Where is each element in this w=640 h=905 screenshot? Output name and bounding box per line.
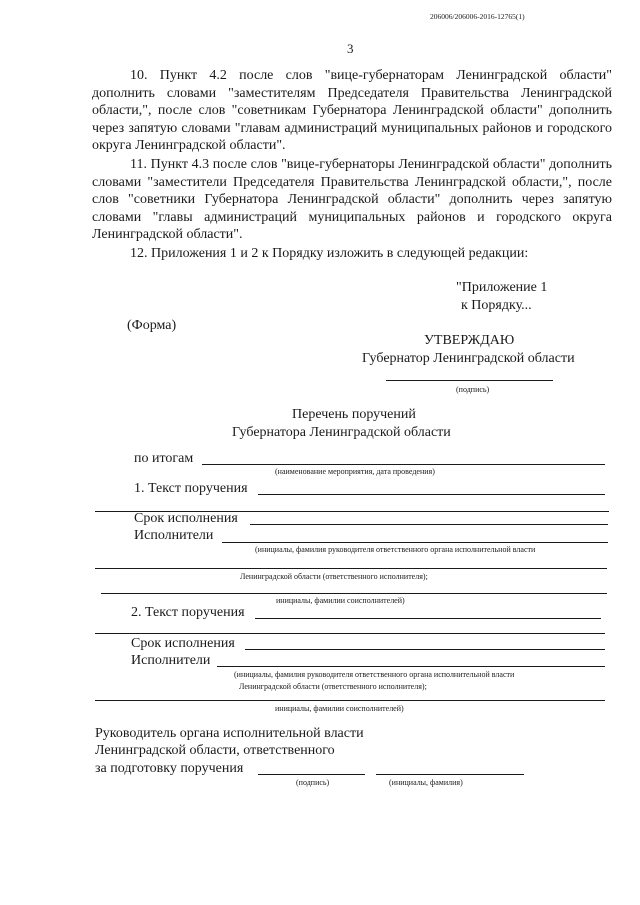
task1-text-line: [258, 494, 605, 495]
footer-name-caption: (инициалы, фамилия): [389, 778, 463, 787]
task1-deadline-line: [250, 524, 608, 525]
task1-executors-caption: (инициалы, фамилия руководителя ответственного органа исполнительной власти: [255, 545, 536, 554]
footer-line1: Руководитель органа исполнительной власти: [95, 726, 364, 741]
appendix-label: "Приложение 1: [456, 280, 548, 295]
task1-executors-line: [222, 542, 608, 543]
governor-title: Губернатор Ленинградской области: [362, 351, 575, 366]
task2-deadline-line: [245, 649, 605, 650]
document-id: 206006/206006-2016-12765(1): [430, 12, 525, 21]
task2-coexecutors-caption: инициалы, фамилии соисполнителей): [275, 704, 404, 713]
task1-text-label: 1. Текст поручения: [134, 481, 248, 496]
paragraph-10: 10. Пункт 4.2 после слов "вице-губернаторам Ленинградской области" дополнить словами "заместителям Председателя Правительства Ленинградской области,", после слов "советникам Губернатора Ленинградской области" дополнить через запятую словами "главам администраций муниципальных районов и городского округа Ленинградской области".: [92, 68, 612, 154]
task2-deadline-label: Срок исполнения: [131, 636, 235, 651]
task2-executors-caption: (инициалы, фамилия руководителя ответственного органа исполнительной власти: [234, 670, 515, 679]
task2-executors-label: Исполнители: [131, 653, 211, 668]
task2-executors-caption-2: Ленинградской области (ответственного исполнителя);: [239, 682, 427, 691]
page-number: 3: [347, 41, 354, 56]
task2-text-line-2: [95, 633, 605, 634]
footer-signature-caption: (подпись): [296, 778, 330, 787]
paragraph-11: 11. Пункт 4.3 после слов "вице-губернаторы Ленинградской области" дополнить словами "заместители Председателя Правительства Ленинградской области,", после слов "советники Губернатора Ленинградской области" дополнить через запятую словами "главы администраций муниципальных районов и городского округа Ленинградской области".: [92, 156, 612, 243]
results-caption: (наименование мероприятия, дата проведения): [275, 467, 435, 476]
task2-executors-line: [217, 666, 605, 667]
form-title-line1: Перечень поручений: [292, 407, 416, 422]
footer-name-line: [376, 774, 524, 775]
appendix-reference: к Порядку...: [461, 298, 532, 313]
form-label: (Форма): [127, 318, 177, 333]
footer-signature-line: [258, 774, 365, 775]
task1-executors-line-2: [95, 568, 607, 569]
approve-heading: УТВЕРЖДАЮ: [424, 333, 515, 348]
amendment-paragraphs: [92, 67, 612, 263]
paragraph-12: 12. Приложения 1 и 2 к Порядку изложить в следующей редакции:: [130, 245, 529, 261]
task1-executors-caption-2: Ленинградской области (ответственного исполнителя);: [240, 572, 428, 581]
results-label: по итогам: [134, 451, 194, 466]
task2-text-label: 2. Текст поручения: [131, 605, 245, 620]
task2-coexecutors-line: [95, 700, 605, 701]
footer-line2: Ленинградской области, ответственного: [95, 743, 335, 758]
governor-signature-line: [386, 380, 553, 381]
footer-line3: за подготовку поручения: [95, 761, 244, 776]
task1-executors-label: Исполнители: [134, 528, 214, 543]
task1-deadline-label: Срок исполнения: [134, 511, 238, 526]
governor-signature-caption: (подпись): [456, 385, 490, 394]
task2-text-line: [255, 618, 601, 619]
task1-coexecutors-line: [101, 593, 607, 594]
task1-coexecutors-caption: инициалы, фамилии соисполнителей): [276, 596, 405, 605]
results-line: [202, 464, 605, 465]
form-title-line2: Губернатора Ленинградской области: [232, 425, 451, 440]
